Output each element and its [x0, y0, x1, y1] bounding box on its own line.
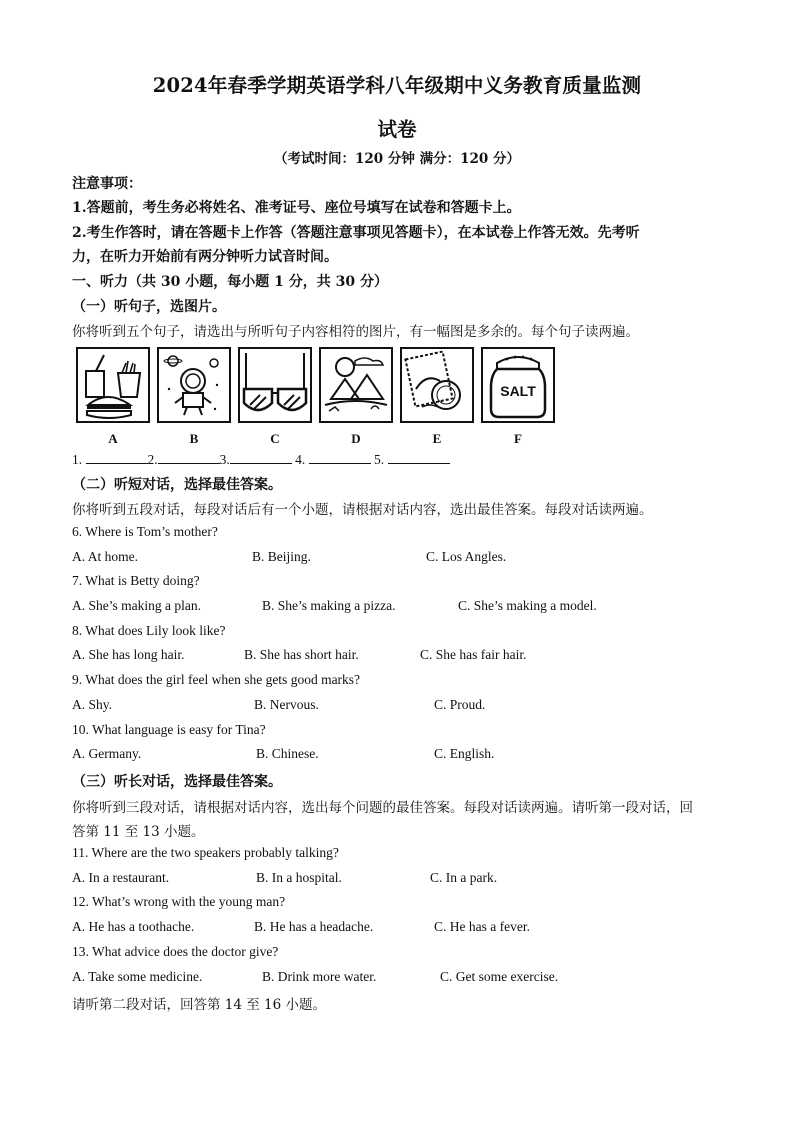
question-10: 10. What language is easy for Tina? [72, 722, 266, 737]
option-9a: A. Shy. [72, 697, 113, 712]
picture-f [481, 347, 555, 423]
question-9: 9. What does the girl feel when she gets good marks? [72, 672, 361, 687]
picture-c [238, 347, 312, 423]
option-11a: A. In a restaurant. [72, 870, 170, 885]
question-11: 11. Where are the two speakers probably talking? [72, 845, 339, 860]
exam-meta: （考试时间：120 分钟 满分：120 分） [274, 151, 520, 167]
option-12a: A. He has a toothache. [72, 919, 195, 934]
part1-heading: （一）听句子，选图片。 [72, 299, 226, 315]
question-7: 7. What is Betty doing? [72, 573, 200, 588]
option-7c: C. She’s making a model. [458, 598, 597, 613]
part2-heading: （二）听短对话，选择最佳答案。 [72, 477, 282, 493]
blank-label: 1. [72, 452, 83, 467]
picture-label-e: E [432, 431, 442, 446]
option-9c: C. Proud. [434, 697, 486, 712]
page-subtitle: 试卷 [377, 118, 417, 141]
notice-item-2a: 2.考生作答时，请在答题卡上作答（答题注意事项见答题卡），在本试卷上作答无效。先考听 [72, 225, 640, 241]
option-10b: B. Chinese. [256, 746, 319, 761]
option-12b: B. He has a headache. [254, 919, 374, 934]
salt-label: SALT [500, 383, 536, 399]
picture-label-c: C [270, 431, 280, 446]
part3-instructions-b: 答第 11 至 13 小题。 [72, 824, 205, 840]
question-12: 12. What’s wrong with the young man? [72, 894, 286, 909]
answer-blank[interactable] [309, 451, 371, 464]
picture-e [400, 347, 474, 423]
option-10c: C. English. [434, 746, 495, 761]
option-13b: B. Drink more water. [262, 969, 377, 984]
picture-label-f: F [514, 431, 522, 446]
part3-next-instructions: 请听第二段对话，回答第 14 至 16 小题。 [72, 997, 327, 1013]
pyramids-icon [321, 349, 391, 421]
astronaut-icon [159, 349, 229, 421]
option-8c: C. She has fair hair. [420, 647, 527, 662]
option-6b: B. Beijing. [252, 549, 311, 564]
answer-blank[interactable] [388, 451, 450, 464]
question-8: 8. What does Lily look like? [72, 623, 226, 638]
section-heading: 一、听力（共 30 小题，每小题 1 分，共 30 分） [72, 274, 388, 290]
picture-d [319, 347, 393, 423]
picture-b [157, 347, 231, 423]
option-6c: C. Los Angles. [426, 549, 507, 564]
notice-item-1: 1.答题前，考生务必将姓名、准考证号、座位号填写在试卷和答题卡上。 [72, 200, 521, 216]
option-6a: A. At home. [72, 549, 138, 564]
fast-food-icon [78, 349, 148, 421]
notice-item-2b: 力，在听力开始前有两分钟听力试音时间。 [72, 249, 338, 265]
option-13a: A. Take some medicine. [72, 969, 203, 984]
option-8a: A. She has long hair. [72, 647, 185, 662]
option-7a: A. She’s making a plan. [72, 598, 201, 613]
page-title: 2024年春季学期英语学科八年级期中义务教育质量监测 [152, 74, 642, 97]
part2-instructions: 你将听到五段对话，每段对话后有一个小题，请根据对话内容，选出最佳答案。每段对话读两遍。 [72, 502, 653, 518]
blank-label: 5. [374, 452, 385, 467]
option-8b: B. She has short hair. [244, 647, 359, 662]
question-13: 13. What advice does the doctor give? [72, 944, 279, 959]
answer-blanks [72, 451, 450, 468]
notice-heading: 注意事项： [72, 176, 142, 192]
answer-blank[interactable] [158, 451, 220, 464]
blank-label: 4. [295, 452, 306, 467]
option-10a: A. Germany. [72, 746, 142, 761]
option-9b: B. Nervous. [254, 697, 319, 712]
question-6: 6. Where is Tom’s mother? [72, 524, 218, 539]
answer-blank[interactable] [86, 451, 148, 464]
option-11b: B. In a hospital. [256, 870, 342, 885]
sunglasses-icon [240, 349, 310, 421]
option-11c: C. In a park. [430, 870, 498, 885]
option-7b: B. She’s making a pizza. [262, 598, 396, 613]
picture-label-d: D [351, 431, 361, 446]
blank-label: 2. [147, 452, 158, 467]
part1-instructions: 你将听到五个句子，请选出与所听句子内容相符的图片，有一幅图是多余的。每个句子读两遍。 [72, 324, 639, 340]
picture-label-a: A [108, 431, 118, 446]
picture-label-b: B [189, 431, 199, 446]
answer-blank[interactable] [230, 451, 292, 464]
part3-heading: （三）听长对话，选择最佳答案。 [72, 774, 282, 790]
blank-label: 3. [219, 452, 230, 467]
stamp-icon [402, 349, 472, 421]
part3-instructions-a: 你将听到三段对话，请根据对话内容，选出每个问题的最佳答案。每段对话读两遍。请听第一段对话，回 [72, 800, 693, 816]
option-13c: C. Get some exercise. [440, 969, 559, 984]
picture-a [76, 347, 150, 423]
option-12c: C. He has a fever. [434, 919, 530, 934]
